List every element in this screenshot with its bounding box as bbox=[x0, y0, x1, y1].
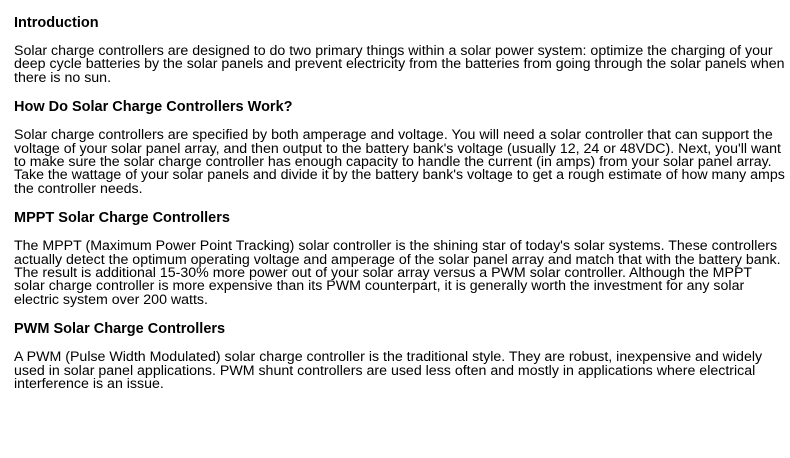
section-heading-how-it-works: How Do Solar Charge Controllers Work? bbox=[14, 99, 293, 116]
section-body-how-it-works: Solar charge controllers are specified by both amperage and voltage. You will need a solar controller that can support the voltage of your solar panel array, and then output to the battery bank's voltage (usually 12, 24 or 48VDC). Next, you'll want to make sure the solar charge controller has enough capacity to handle the current (in amps) from your solar panel array. Take the wattage of your solar panels and divide it by the battery bank's voltage to get a rough estimate of how many amps the controller needs. bbox=[14, 127, 785, 197]
section-body-introduction: Solar charge controllers are designed to do two primary things within a solar power system: optimize the charging of your deep cycle batteries by the solar panels and prevent electricity from the batteries from going through the solar panels when there is no sun. bbox=[14, 43, 785, 86]
article bbox=[14, 14, 786, 392]
section-body-mppt: The MPPT (Maximum Power Point Tracking) solar controller is the shining star of today's solar systems. These controllers actually detect the optimum operating voltage and amperage of the solar panel array and match that with the battery bank. The result is additional 15-30% more power out of your solar array versus a PWM solar controller. Although the MPPT solar charge controller is more expensive than its PWM counterpart, it is generally worth the investment for any solar electric system over 200 watts. bbox=[14, 238, 781, 308]
section-body-pwm: A PWM (Pulse Width Modulated) solar charge controller is the traditional style. They are robust, inexpensive and widely used in solar panel applications. PWM shunt controllers are used less often and mostly in applications where electrical interference is an issue. bbox=[14, 349, 763, 393]
section-heading-mppt: MPPT Solar Charge Controllers bbox=[14, 210, 230, 227]
section-heading-introduction: Introduction bbox=[14, 15, 99, 31]
section-heading-pwm: PWM Solar Charge Controllers bbox=[14, 321, 226, 338]
